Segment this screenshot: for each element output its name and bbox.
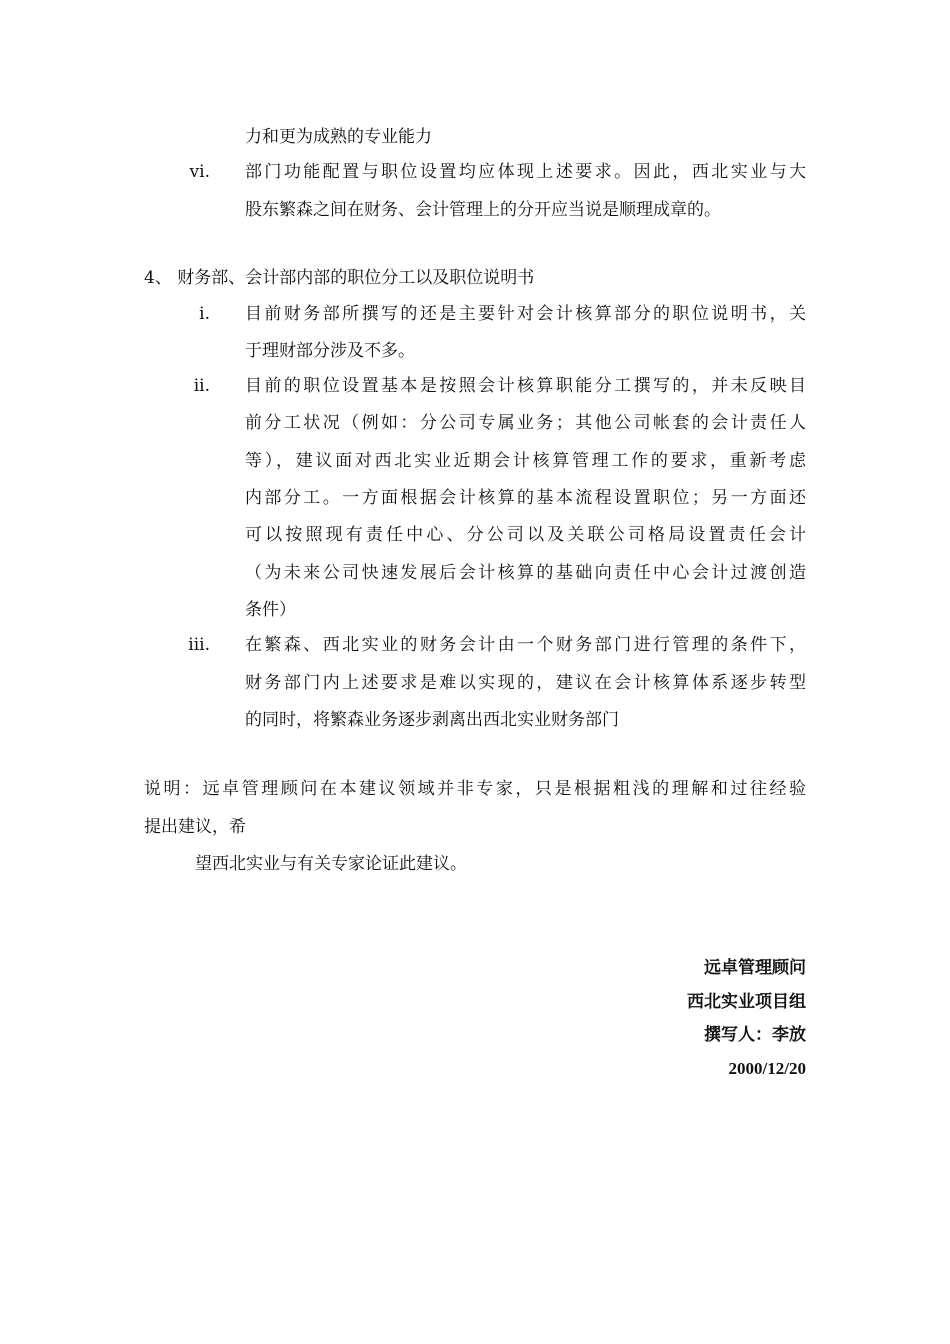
item-vi-marker: vi. (189, 162, 210, 182)
signature-company: 远卓管理顾问 (704, 958, 806, 978)
item-iii-line-1: 在繁森、西北实业的财务会计由一个财务部门进行管理的条件下， (245, 635, 806, 655)
item-vi-line-1: 部门功能配置与职位设置均应体现上述要求。因此，西北实业与大 (245, 162, 806, 182)
item-iii-line-3: 的同时，将繁森业务逐步剥离出西北实业财务部门 (245, 710, 619, 730)
note-line-1: 说明：远卓管理顾问在本建议领域并非专家，只是根据粗浅的理解和过往经验 (144, 779, 806, 799)
continued-item-line: 力和更为成熟的专业能力 (245, 127, 432, 147)
item-i-marker: i. (199, 304, 210, 324)
item-i-line-1: 目前财务部所撰写的还是主要针对会计核算部分的职位说明书，关 (245, 304, 806, 324)
item-i-line-2: 于理财部分涉及不多。 (245, 341, 415, 361)
item-vi-line-2: 股东繁森之间在财务、会计管理上的分开应当说是顺理成章的。 (245, 200, 721, 220)
signature-date: 2000/12/20 (728, 1059, 806, 1078)
item-iii-line-2: 财务部门内上述要求是难以实现的，建议在会计核算体系逐步转型 (245, 673, 806, 693)
item-ii-line-6: （为未来公司快速发展后会计核算的基础向责任中心会计过渡创造 (245, 563, 806, 583)
item-ii-line-5: 可以按照现有责任中心、分公司以及关联公司格局设置责任会计 (245, 525, 806, 545)
item-ii-line-4: 内部分工。一方面根据会计核算的基本流程设置职位；另一方面还 (245, 488, 806, 508)
note-line-3: 望西北实业与有关专家论证此建议。 (195, 854, 467, 874)
signature-author: 撰写人：李放 (704, 1025, 806, 1045)
section-4-heading: 4、 财务部、会计部内部的职位分工以及职位说明书 (144, 268, 535, 288)
item-ii-line-2: 前分工状况（例如：分公司专属业务；其他公司帐套的会计责任人 (245, 413, 806, 433)
item-iii-marker: iii. (188, 635, 210, 655)
item-ii-line-7: 条件） (245, 600, 296, 620)
item-ii-line-3: 等），建议面对西北实业近期会计核算管理工作的要求，重新考虑 (245, 451, 806, 471)
item-ii-line-1: 目前的职位设置基本是按照会计核算职能分工撰写的，并未反映目 (245, 376, 806, 396)
note-line-2: 提出建议，希 (144, 817, 246, 837)
item-ii-marker: ii. (193, 376, 210, 396)
signature-team: 西北实业项目组 (687, 992, 806, 1012)
